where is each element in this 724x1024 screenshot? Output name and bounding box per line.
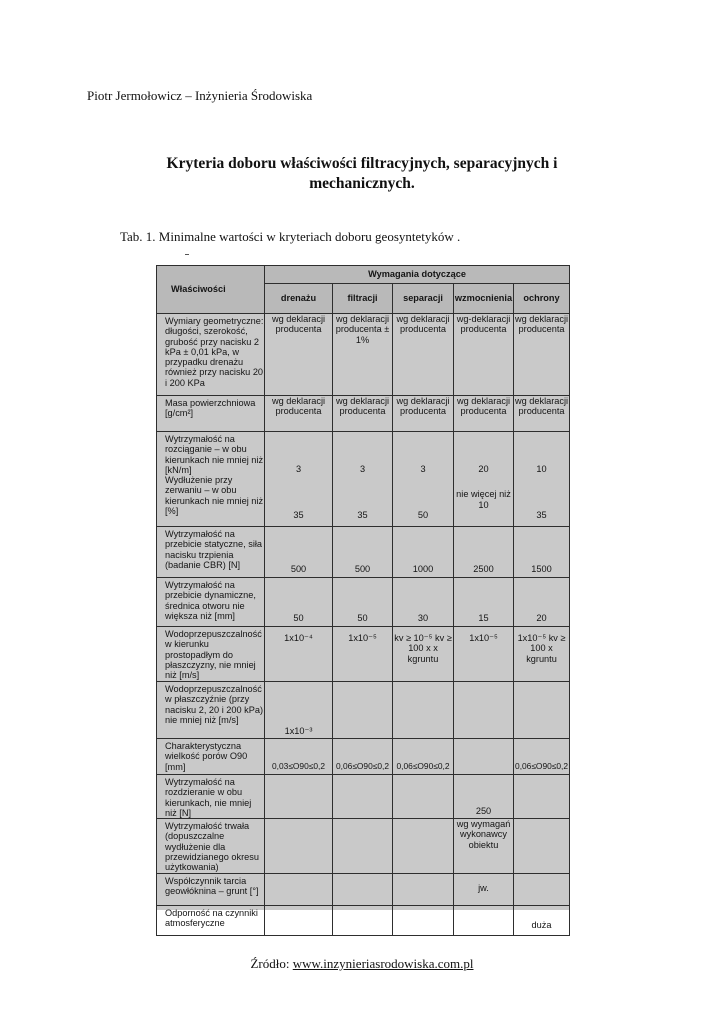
table-cell: wg deklaracji producenta — [393, 396, 454, 432]
table-cell — [393, 873, 454, 905]
row-property-pair — [157, 432, 265, 527]
row-property: Wytrzymałość na rozdzieranie w obu kierunkach, nie mniej niż [N] — [157, 775, 265, 819]
table-cell — [514, 682, 570, 739]
table-cell: 1x10⁻⁵ — [333, 627, 393, 682]
table-cell: kv ≥ 10⁻⁵ kv ≥ 100 x x kgruntu — [393, 627, 454, 682]
table-cell: 35 — [293, 510, 304, 521]
table-cell-pair — [514, 432, 570, 527]
table-cell: 0,06≤O90≤0,2 — [393, 739, 454, 775]
row-property: Odporność na czynniki atmosferyczne — [157, 905, 265, 935]
table-cell: 20 — [478, 464, 489, 474]
table-cell: 500 — [265, 527, 333, 578]
table-cell: 2500 — [454, 527, 514, 578]
table-row — [157, 432, 570, 527]
table-cell: 1x10⁻³ — [265, 682, 333, 739]
table-cell-pair — [454, 432, 514, 527]
row-property: Wytrzymałość trwała (dopuszczalne wydłużenie dla przewidzianego okresu użytkowania) — [157, 819, 265, 873]
table-cell: 3 — [295, 464, 302, 474]
table-cell — [454, 905, 514, 935]
col-header-drainage: drenażu — [265, 284, 333, 314]
col-header-reinforcement: wzmocnienia — [454, 284, 514, 314]
table-cell: nie więcej niż 10 — [456, 489, 511, 510]
col-header-filtration: filtracji — [333, 284, 393, 314]
table-cell: 1x10⁻⁵ — [454, 627, 514, 682]
table-caption: Tab. 1. Minimalne wartości w kryteriach doboru geosyntetyków . — [120, 229, 461, 244]
table-row — [157, 527, 570, 578]
row-property: Wymiary geometryczne: długości, szerokość, grubość przy nacisku 2 kPa ± 0,01 kPa, w przypadku drenażu również przy nacisku 20 i 200 KPa — [157, 314, 265, 396]
table-row — [157, 739, 570, 775]
table-cell: 20 — [514, 578, 570, 627]
table-cell — [265, 775, 333, 819]
table-cell: 15 — [454, 578, 514, 627]
table-cell: wg deklaracji producenta — [393, 314, 454, 396]
table-cell: 250 — [454, 775, 514, 819]
table-cell — [393, 819, 454, 873]
table-cell: wg deklaracji producenta — [265, 396, 333, 432]
row-property: Wodoprzepuszczalność w płaszczyźnie (przy nacisku 2, 20 i 200 kPa) nie mniej niż [m/s] — [157, 682, 265, 739]
page-header: Piotr Jermołowicz – Inżynieria Środowiska — [87, 88, 313, 103]
row-property: Charakterystyczna wielkość porów O90 [mm] — [157, 739, 265, 775]
group-header: Wymagania dotyczące — [265, 266, 570, 284]
table-cell: jw. — [454, 873, 514, 905]
table-cell — [333, 819, 393, 873]
table-cell-pair — [393, 432, 454, 527]
table-cell: 10 — [536, 464, 547, 474]
table-cell: 50 — [333, 578, 393, 627]
table-cell: 30 — [393, 578, 454, 627]
table-cell: wg deklaracji producenta — [514, 314, 570, 396]
col-header-property: Właściwości — [157, 266, 265, 314]
document-title: Kryteria doboru właściwości filtracyjnych, separacyjnych i mechanicznych. — [166, 155, 558, 192]
table-cell: wg wymagań wykonawcy obiektu — [454, 819, 514, 873]
table-row — [157, 905, 570, 935]
source-label: Źródło: — [250, 956, 290, 971]
table-cell — [393, 775, 454, 819]
table-cell: 50 — [417, 510, 429, 521]
table-row — [157, 775, 570, 819]
requirements-table — [156, 265, 570, 936]
col-header-protection: ochrony — [514, 284, 570, 314]
row-property: Wytrzymałość na rozciąganie – w obu kierunkach nie mniej niż [kN/m] — [165, 434, 264, 475]
table-cell: wg deklaracji producenta — [454, 396, 514, 432]
table-row — [157, 314, 570, 396]
table-cell: duża — [514, 905, 570, 935]
table-cell — [514, 775, 570, 819]
row-property: Wydłużenie przy zerwaniu – w obu kierunkach nie mniej niż [%] — [165, 475, 264, 517]
table-row — [157, 578, 570, 627]
table-row — [157, 396, 570, 432]
table-cell: 1x10⁻⁴ — [265, 627, 333, 682]
table-cell-pair — [333, 432, 393, 527]
table-cell — [514, 819, 570, 873]
table-cell — [454, 682, 514, 739]
table-row — [157, 627, 570, 682]
table-cell: 1x10⁻⁵ kv ≥ 100 x kgruntu — [514, 627, 570, 682]
table-row — [157, 873, 570, 905]
scan-mark — [185, 254, 189, 255]
table-cell: wg deklaracji producenta — [514, 396, 570, 432]
table-cell: 50 — [265, 578, 333, 627]
table-cell — [333, 682, 393, 739]
row-property: Wytrzymałość na przebicie statyczne, siła nacisku trzpienia (badanie CBR) [N] — [157, 527, 265, 578]
table-cell — [454, 739, 514, 775]
table-cell: wg deklaracji producenta ± 1% — [333, 314, 393, 396]
table-row — [157, 819, 570, 873]
table-cell: 0,06≤O90≤0,2 — [514, 739, 570, 775]
table-row — [157, 682, 570, 739]
table-cell — [514, 873, 570, 905]
table-cell — [333, 775, 393, 819]
source-line — [0, 956, 724, 972]
source-link[interactable]: www.inzynieriasrodowiska.com.pl — [292, 956, 474, 971]
table-cell: 35 — [536, 510, 547, 521]
table-cell: 0,03≤O90≤0,2 — [265, 739, 333, 775]
table-cell: wg deklaracji producenta — [333, 396, 393, 432]
table-cell: 3 — [359, 464, 366, 474]
table-cell — [333, 905, 393, 935]
table-cell-pair — [265, 432, 333, 527]
table-cell: 1500 — [514, 527, 570, 578]
table-cell: wg-deklaracji producenta — [454, 314, 514, 396]
table-cell — [393, 682, 454, 739]
row-property: Współczynnik tarcia geowłóknina – grunt [°] — [157, 873, 265, 905]
table-cell — [393, 905, 454, 935]
table-cell: 35 — [357, 510, 368, 521]
table-cell — [333, 873, 393, 905]
table-cell: 3 — [420, 464, 426, 474]
row-property: Masa powierzchniowa [g/cm²] — [157, 396, 265, 432]
table-cell: 0,06≤O90≤0,2 — [333, 739, 393, 775]
col-header-separation: separacji — [393, 284, 454, 314]
table-cell — [265, 905, 333, 935]
table-cell: 500 — [333, 527, 393, 578]
table-cell: 1000 — [393, 527, 454, 578]
row-property: Wytrzymałość na przebicie dynamiczne, średnica otworu nie większa niż [mm] — [157, 578, 265, 627]
row-property: Wodoprzepuszczalność w kierunku prostopadłym do płaszczyzny, nie mniej niż [m/s] — [157, 627, 265, 682]
table-cell — [265, 819, 333, 873]
geosynthetics-table — [156, 265, 569, 931]
table-cell — [265, 873, 333, 905]
table-cell: wg deklaracji producenta — [265, 314, 333, 396]
